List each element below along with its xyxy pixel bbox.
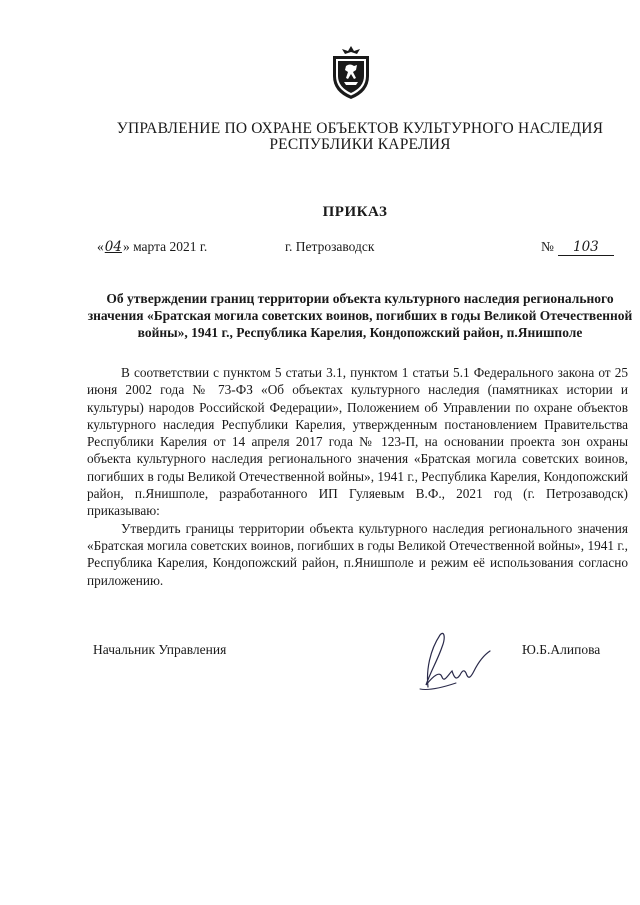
karelia-coat-of-arms-icon [329, 46, 373, 100]
signatory-role: Начальник Управления [93, 642, 227, 657]
body-paragraph: Утвердить границы территории объекта культурного наследия регионального значения «Братская могила советских воинов, погибших в годы Великой Отечественной войны», 1941 г., Республика Карелия, Кондопожский район, п.Янишполе и режим её использования согласно приложению. [87, 520, 628, 588]
date-month-year: » марта 2021 г. [122, 239, 208, 254]
date-open-quote: « [97, 239, 104, 254]
subject-heading: Об утверждении границ территории объекта культурного наследия регионального значения «Братская могила советских воинов, погибших в годы Великой Отечественной войны», 1941 г., Республика Карелия, Кондопожский район, п.Янишполе [87, 291, 633, 340]
org-name-line2: РЕСПУБЛИКИ КАРЕЛИЯ [269, 136, 451, 153]
date-day-handwritten: 04 [104, 239, 122, 255]
document-city: г. Петрозаводск [285, 239, 375, 254]
number-value-handwritten: 103 [558, 239, 614, 256]
document-date [97, 239, 207, 255]
document-body [87, 364, 628, 589]
org-name-line1: УПРАВЛЕНИЕ ПО ОХРАНЕ ОБЪЕКТОВ КУЛЬТУРНОГО НАСЛЕДИЯ [116, 120, 604, 137]
handwritten-signature [400, 625, 495, 695]
document-number [541, 239, 614, 256]
body-paragraph: В соответствии с пунктом 5 статьи 3.1, пунктом 1 статьи 5.1 Федерального закона от 25 июня 2002 года № 73-ФЗ «Об объектах культурного наследия (памятниках истории и культуры) народов Российской Федерации», Положением об Управлении по охране объектов культурного наследия Республики Карелия, утвержденным постановлением Правительства Республики Карелия от 14 апреля 2017 года № 123-П, на основании проекта зон охраны объекта культурного наследия регионального значения «Братская могила советских воинов, погибших в годы Великой Отечественной войны», 1941 г., Республика Карелия, Кондопожский район, п.Янишполе, разработанного ИП Гуляевым В.Ф., 2021 год (г. Петрозаводск) приказываю: [87, 365, 628, 519]
document-title: ПРИКАЗ [322, 204, 388, 220]
signatory-name: Ю.Б.Алипова [522, 642, 601, 657]
number-label: № [541, 239, 554, 254]
